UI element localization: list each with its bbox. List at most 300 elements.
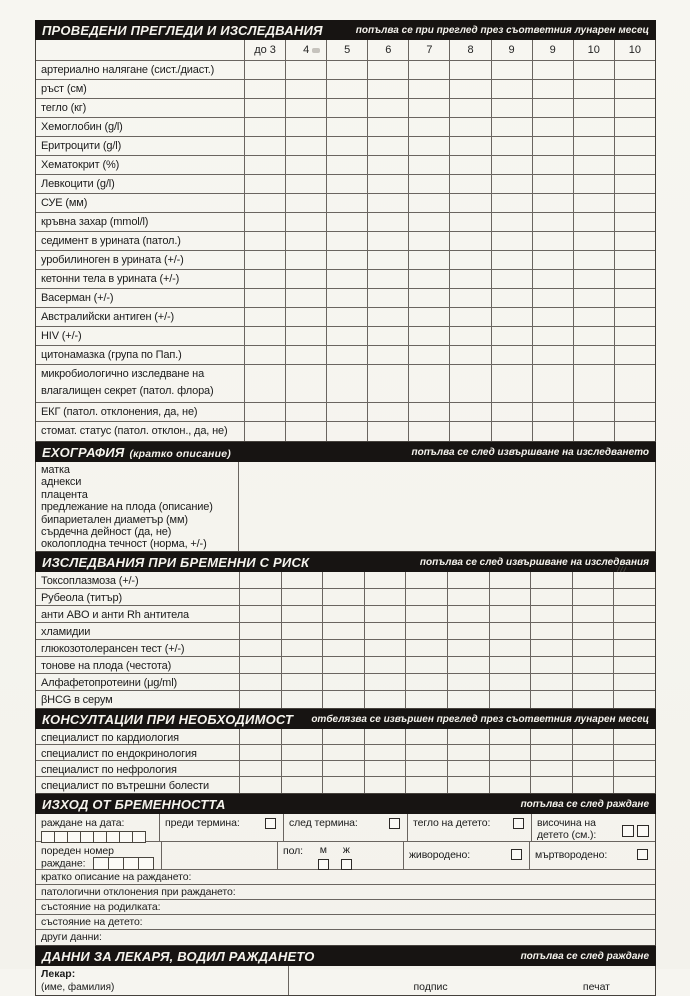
grid-cell [449, 327, 490, 345]
grid-cell [408, 118, 449, 136]
grid-cell [532, 156, 573, 174]
grid-cell [532, 308, 573, 326]
writein-box [93, 857, 109, 870]
grid-cell [449, 80, 490, 98]
grid-cell [489, 572, 531, 588]
grid-cell [285, 232, 326, 250]
section-consultations-note: отбелязва се извършен преглед през съответния лунарен месец [311, 713, 649, 725]
grid-cell [244, 365, 285, 402]
grid-cell [491, 61, 532, 79]
grid-cell [364, 623, 406, 639]
grid-cell [491, 80, 532, 98]
grid-cell [408, 308, 449, 326]
grid-cell [408, 327, 449, 345]
section-echography-header [35, 442, 656, 462]
grid-cell [573, 327, 614, 345]
grid-cell [489, 674, 531, 690]
grid-cell [322, 589, 364, 605]
grid-cell [408, 270, 449, 288]
grid-cell [367, 99, 408, 117]
grid-cell [244, 213, 285, 231]
before-term-cell [159, 814, 283, 841]
section-echography-title [42, 445, 231, 460]
grid-cell [573, 194, 614, 212]
table-row [36, 99, 655, 118]
grid-cell [281, 691, 323, 708]
grid-cell [326, 289, 367, 307]
row-label: специалист по кардиология [41, 732, 179, 744]
grid-cell [532, 270, 573, 288]
table-row [36, 422, 655, 441]
grid-cell [491, 137, 532, 155]
grid-cell [405, 606, 447, 622]
grid-cell [573, 289, 614, 307]
grid-cell [239, 572, 281, 588]
grid-cell [573, 365, 614, 402]
grid-cell [322, 640, 364, 656]
grid-cell [573, 99, 614, 117]
grid-cell [285, 99, 326, 117]
grid-cell [613, 589, 655, 605]
grid-cell [281, 657, 323, 673]
grid-cell [405, 761, 447, 776]
grid-cell [364, 777, 406, 793]
grid-cell [491, 232, 532, 250]
month-column-header: 7 [408, 40, 449, 60]
grid-cell [244, 403, 285, 421]
grid-cell [614, 99, 655, 117]
grid-cell [367, 422, 408, 441]
sex-option-checkbox [318, 859, 329, 870]
after-term-cell [283, 814, 407, 841]
grid-cell [326, 270, 367, 288]
sex-label: пол: [283, 845, 303, 857]
grid-cell [281, 589, 323, 605]
section-exams-note: попълва се при преглед през съответния лунарен месец [355, 24, 649, 36]
sex-options [306, 845, 352, 857]
section-echography-note: попълва се след извършване на изследването [411, 446, 649, 458]
stillborn-label: мъртвородено: [535, 849, 608, 861]
grid-cell [285, 80, 326, 98]
grid-cell [244, 232, 285, 250]
scan-artifact [312, 48, 320, 53]
grid-cell [281, 623, 323, 639]
grid-cell [364, 572, 406, 588]
table-row [36, 80, 655, 99]
child-height-box-1 [622, 825, 634, 837]
grid-cell [239, 657, 281, 673]
before-term-label: преди термина: [165, 817, 240, 829]
grid-cell [530, 657, 572, 673]
table-row [36, 572, 655, 589]
month-column-header: 4 [285, 40, 326, 60]
grid-cell [367, 327, 408, 345]
row-label: ЕКГ (патол. отклонения, да, не) [41, 406, 198, 418]
section-exams-header [35, 20, 656, 40]
grid-cell [239, 606, 281, 622]
grid-cell [447, 606, 489, 622]
grid-cell [532, 175, 573, 193]
grid-cell [405, 589, 447, 605]
grid-cell [491, 289, 532, 307]
grid-cell [244, 61, 285, 79]
row-label: специалист по ендокринология [41, 748, 197, 760]
grid-cell [530, 640, 572, 656]
grid-cell [244, 175, 285, 193]
table-row [36, 175, 655, 194]
section-risk-note: попълва се след извършване на изследвания [419, 556, 649, 568]
grid-cell [449, 99, 490, 117]
grid-cell [408, 61, 449, 79]
grid-cell [532, 213, 573, 231]
grid-cell [447, 623, 489, 639]
grid-cell [326, 327, 367, 345]
table-row [36, 589, 655, 606]
grid-cell [449, 422, 490, 441]
outcome-freetext-line: други данни: [41, 931, 102, 943]
grid-cell [364, 761, 406, 776]
grid-cell [447, 640, 489, 656]
table-row [36, 777, 655, 793]
table-row [36, 251, 655, 270]
grid-cell [405, 777, 447, 793]
writein-box [138, 857, 154, 870]
grid-cell [532, 194, 573, 212]
grid-cell [449, 346, 490, 364]
table-row [36, 745, 655, 761]
row-label: специалист по нефрология [41, 764, 177, 776]
grid-cell [613, 572, 655, 588]
grid-cell [449, 365, 490, 402]
echography-item: сърдечна дейност (да, не) [41, 526, 172, 539]
table-row [36, 289, 655, 308]
row-label: Левкоцити (g/l) [41, 178, 115, 190]
grid-cell [489, 657, 531, 673]
grid-cell [367, 61, 408, 79]
grid-cell [408, 99, 449, 117]
signature-label: подпис [413, 981, 448, 993]
grid-cell [239, 777, 281, 793]
exams-table [35, 40, 656, 442]
grid-cell [364, 745, 406, 760]
section-doctor-note: попълва се след раждане [520, 950, 649, 962]
grid-cell [239, 745, 281, 760]
grid-cell [532, 251, 573, 269]
grid-cell [244, 194, 285, 212]
grid-cell [364, 606, 406, 622]
grid-cell [364, 729, 406, 744]
grid-cell [449, 213, 490, 231]
row-label: глюкозотолерансен тест (+/-) [41, 643, 185, 655]
grid-cell [573, 232, 614, 250]
table-row [36, 156, 655, 175]
grid-cell [449, 61, 490, 79]
grid-cell [408, 175, 449, 193]
section-doctor-header [35, 946, 656, 966]
grid-cell [364, 589, 406, 605]
row-label: Австралийски антиген (+/-) [41, 311, 175, 323]
grid-cell [573, 308, 614, 326]
section-outcome-title: ИЗХОД ОТ БРЕМЕННОСТТА [42, 796, 226, 812]
echography-writein-area [239, 462, 655, 551]
grid-cell [367, 365, 408, 402]
sex-option-label: ж [342, 844, 350, 856]
row-label: Хемоглобин (g/l) [41, 121, 123, 133]
grid-cell [491, 99, 532, 117]
grid-cell [326, 137, 367, 155]
grid-cell [285, 156, 326, 174]
grid-cell [491, 327, 532, 345]
grid-cell [489, 623, 531, 639]
grid-cell [614, 251, 655, 269]
grid-cell [326, 118, 367, 136]
grid-cell [614, 213, 655, 231]
grid-cell [532, 61, 573, 79]
grid-cell [613, 691, 655, 708]
grid-cell [239, 691, 281, 708]
table-row [36, 308, 655, 327]
grid-cell [408, 365, 449, 402]
grid-cell [530, 745, 572, 760]
grid-cell [572, 606, 614, 622]
grid-cell [614, 61, 655, 79]
row-label: Хематокрит (%) [41, 159, 120, 171]
grid-cell [326, 422, 367, 441]
grid-cell [322, 761, 364, 776]
grid-cell [367, 175, 408, 193]
grid-cell [367, 308, 408, 326]
row-label: кетонни тела в урината (+/-) [41, 273, 180, 285]
grid-cell [573, 156, 614, 174]
grid-cell [489, 640, 531, 656]
grid-cell [614, 232, 655, 250]
table-row [36, 761, 655, 777]
grid-cell [491, 175, 532, 193]
grid-cell [613, 761, 655, 776]
grid-cell [408, 213, 449, 231]
grid-cell [326, 232, 367, 250]
grid-cell [239, 761, 281, 776]
table-row [36, 232, 655, 251]
grid-cell [285, 118, 326, 136]
grid-cell [491, 156, 532, 174]
child-height-label-line2: детето (см.): [537, 829, 597, 841]
row-label: артериално налягане (сист./диаст.) [41, 64, 215, 76]
grid-cell [449, 156, 490, 174]
grid-cell [367, 194, 408, 212]
echography-item: матка [41, 464, 70, 476]
doctor-name-cell [36, 966, 289, 995]
grid-cell [281, 745, 323, 760]
grid-cell [614, 365, 655, 402]
grid-cell [491, 213, 532, 231]
grid-cell [449, 308, 490, 326]
grid-cell [614, 175, 655, 193]
outcome-freetext-line: кратко описание на раждането: [36, 870, 655, 885]
grid-cell [285, 194, 326, 212]
table-row [36, 623, 655, 640]
grid-cell [367, 137, 408, 155]
grid-cell [613, 640, 655, 656]
grid-cell [285, 365, 326, 402]
grid-cell [326, 175, 367, 193]
grid-cell [364, 657, 406, 673]
grid-cell [244, 156, 285, 174]
grid-cell [326, 346, 367, 364]
stillborn-checkbox [637, 849, 648, 860]
grid-cell [572, 745, 614, 760]
birth-ordinal-label-text: раждане: [41, 857, 86, 870]
child-height-cell [531, 814, 655, 841]
grid-cell [491, 365, 532, 402]
echography-items-cell [36, 462, 239, 551]
grid-cell [326, 156, 367, 174]
grid-cell [326, 213, 367, 231]
after-term-label: след термина: [289, 817, 358, 829]
grid-cell [573, 175, 614, 193]
grid-cell [491, 346, 532, 364]
month-column-header: 10 [614, 40, 655, 60]
sex-option [318, 845, 329, 870]
grid-cell [489, 745, 531, 760]
grid-cell [447, 691, 489, 708]
stillborn-cell [529, 842, 655, 869]
grid-cell [491, 403, 532, 421]
grid-cell [532, 327, 573, 345]
stamp-label: печат [582, 981, 610, 993]
writein-box [108, 857, 124, 870]
grid-cell [532, 289, 573, 307]
grid-cell [613, 657, 655, 673]
grid-cell [449, 137, 490, 155]
grid-cell [405, 729, 447, 744]
table-row [36, 674, 655, 691]
row-label: Токсоплазмоза (+/-) [41, 575, 139, 587]
outcome-freetext-lines [36, 870, 655, 945]
grid-cell [364, 674, 406, 690]
grid-cell [530, 777, 572, 793]
grid-cell [326, 251, 367, 269]
section-outcome-header [35, 794, 656, 814]
section-doctor-title: ДАННИ ЗА ЛЕКАРЯ, ВОДИЛ РАЖДАНЕТО [42, 948, 315, 964]
outcome-empty-cell [161, 842, 277, 869]
table-row [36, 365, 655, 403]
grid-cell [491, 422, 532, 441]
row-label: хламидии [41, 626, 91, 638]
grid-cell [530, 572, 572, 588]
grid-cell [408, 251, 449, 269]
grid-cell [281, 777, 323, 793]
grid-cell [408, 346, 449, 364]
grid-cell [244, 346, 285, 364]
grid-cell [532, 422, 573, 441]
row-label: седимент в урината (патол.) [41, 235, 181, 247]
grid-cell [449, 175, 490, 193]
grid-cell [405, 657, 447, 673]
doctor-box [35, 966, 656, 996]
grid-cell [573, 422, 614, 441]
birth-date-label: раждане на дата: [41, 817, 125, 829]
grid-cell [281, 761, 323, 776]
table-row [36, 213, 655, 232]
consultations-table [35, 729, 656, 794]
writein-box [123, 857, 139, 870]
exams-month-header-row [36, 40, 655, 61]
month-column-header: 9 [491, 40, 532, 60]
grid-cell [449, 232, 490, 250]
grid-cell [364, 640, 406, 656]
grid-cell [285, 422, 326, 441]
table-row [36, 137, 655, 156]
grid-cell [489, 729, 531, 744]
sex-cell [277, 842, 403, 869]
row-label: Васерман (+/-) [41, 292, 114, 304]
liveborn-cell [403, 842, 529, 869]
grid-cell [447, 777, 489, 793]
grid-cell [613, 623, 655, 639]
grid-cell [405, 745, 447, 760]
grid-cell [532, 365, 573, 402]
grid-cell [614, 118, 655, 136]
row-label: ръст (см) [41, 83, 87, 95]
table-row [36, 118, 655, 137]
grid-cell [244, 118, 285, 136]
grid-cell [447, 761, 489, 776]
grid-cell [239, 674, 281, 690]
sex-option-label: м [319, 844, 327, 856]
grid-cell [447, 729, 489, 744]
grid-cell [326, 194, 367, 212]
grid-cell [573, 270, 614, 288]
grid-cell [572, 691, 614, 708]
grid-cell [244, 137, 285, 155]
grid-cell [572, 729, 614, 744]
exams-header-label-cell [36, 40, 244, 60]
sex-option [341, 845, 352, 870]
grid-cell [447, 674, 489, 690]
table-row [36, 346, 655, 365]
grid-cell [322, 657, 364, 673]
grid-cell [572, 572, 614, 588]
grid-cell [449, 194, 490, 212]
doctor-signature-cell [289, 966, 655, 995]
section-exams-title: ПРОВЕДЕНИ ПРЕГЛЕДИ И ИЗСЛЕДВАНИЯ [42, 22, 323, 38]
grid-cell [489, 761, 531, 776]
grid-cell [613, 606, 655, 622]
section-consultations-title: КОНСУЛТАЦИИ ПРИ НЕОБХОДИМОСТ [42, 711, 294, 727]
row-label: кръвна захар (mmol/l) [41, 216, 149, 228]
grid-cell [614, 156, 655, 174]
grid-cell [405, 674, 447, 690]
grid-cell [449, 118, 490, 136]
grid-cell [408, 289, 449, 307]
grid-cell [614, 80, 655, 98]
grid-cell [614, 137, 655, 155]
grid-cell [408, 422, 449, 441]
grid-cell [281, 572, 323, 588]
grid-cell [281, 640, 323, 656]
birth-ordinal-cell [36, 842, 161, 869]
table-row [36, 691, 655, 708]
grid-cell [614, 346, 655, 364]
grid-cell [532, 232, 573, 250]
grid-cell [572, 640, 614, 656]
row-label: тегло (кг) [41, 102, 87, 114]
grid-cell [239, 640, 281, 656]
grid-cell [530, 606, 572, 622]
grid-cell [489, 589, 531, 605]
grid-cell [322, 745, 364, 760]
